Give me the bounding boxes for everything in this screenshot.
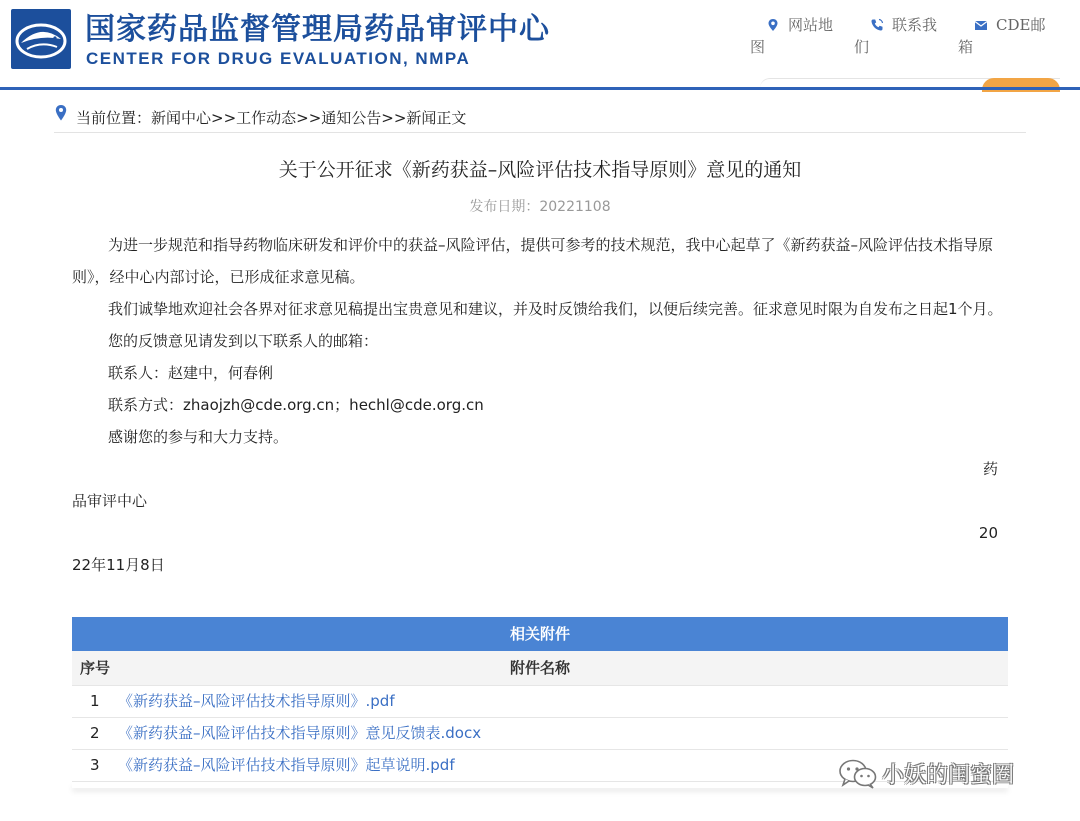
signature-part2: 品审评中心 — [72, 492, 148, 510]
sitemap-link[interactable] — [750, 14, 846, 58]
article-body — [72, 229, 1008, 581]
location-pin-icon — [54, 104, 68, 122]
attachments-header: 相关附件 — [72, 617, 1008, 651]
row-number: 3 — [90, 756, 100, 774]
site-title-en: CENTER FOR DRUG EVALUATION, NMPA — [86, 49, 471, 68]
attachments-column-header — [72, 651, 1008, 686]
top-links — [750, 14, 1080, 64]
signature-part1: 药 — [982, 460, 998, 478]
cde-mail-link-line2: 箱 — [958, 38, 974, 56]
article-paragraph: 联系人：赵建中，何春俐 — [108, 364, 274, 382]
site-header — [0, 0, 1080, 88]
article-paragraph: 联系方式：zhaojzh@cde.org.cn；hechl@cde.org.cn — [108, 396, 484, 414]
attachment-link[interactable]: 《新药获益–风险评估技术指导原则》起草说明.pdf — [118, 756, 455, 774]
breadcrumb — [54, 104, 1026, 133]
article-title: 关于公开征求《新药获益–风险评估技术指导原则》意见的通知 — [278, 159, 802, 181]
attachment-link[interactable]: 《新药获益–风险评估技术指导原则》.pdf — [118, 692, 395, 710]
contact-us-link-line1: 联系我 — [892, 16, 938, 34]
article-paragraph: 感谢您的参与和大力支持。 — [108, 428, 289, 446]
sitemap-link-line1: 网站地 — [788, 16, 834, 34]
article-paragraph: 我们诚挚地欢迎社会各界对征求意见稿提出宝贵意见和建议，并及时反馈给我们，以便后续完善。征求意见时限为自发布之日起1个月。 — [108, 300, 1003, 318]
location-pin-icon — [766, 18, 780, 32]
attachment-link[interactable]: 《新药获益–风险评估技术指导原则》意见反馈表.docx — [118, 724, 482, 742]
col-num-header: 序号 — [80, 659, 111, 677]
cde-mail-link[interactable] — [958, 14, 1054, 58]
wechat-icon — [838, 758, 878, 790]
contact-us-link[interactable] — [854, 14, 950, 58]
row-number: 1 — [90, 692, 100, 710]
table-row — [72, 686, 1008, 718]
article-date: 发布日期：20221108 — [469, 199, 611, 215]
sitemap-link-line2: 图 — [750, 38, 766, 56]
cde-logo[interactable] — [11, 9, 71, 69]
header-divider — [0, 87, 1080, 90]
sign-date-part2: 22年11月8日 — [72, 556, 165, 574]
article-paragraph: 您的反馈意见请发到以下联系人的邮箱： — [108, 332, 379, 350]
col-name-header: 附件名称 — [509, 659, 570, 677]
mail-icon — [974, 18, 988, 32]
breadcrumb-text[interactable]: 当前位置：新闻中心>>工作动态>>通知公告>>新闻正文 — [76, 109, 467, 127]
watermark-text: 小妖的闺蜜圈 — [882, 763, 1015, 788]
cde-mail-link-line1: CDE邮 — [996, 16, 1046, 34]
site-title-cn: 国家药品监督管理局药品审评中心 — [85, 12, 550, 47]
table-row — [72, 718, 1008, 750]
logo-fish-emblem-icon — [11, 9, 71, 69]
phone-icon — [870, 18, 884, 32]
row-number: 2 — [90, 724, 100, 742]
contact-us-link-line2: 们 — [854, 38, 870, 56]
sign-date-part1: 20 — [978, 524, 998, 542]
article-paragraph: 为进一步规范和指导药物临床研发和评价中的获益–风险评估，提供可参考的技术规范，我中心起草了《新药获益–风险评估技术指导原则》，经中心内部讨论，已形成征求意见稿。 — [72, 236, 994, 286]
